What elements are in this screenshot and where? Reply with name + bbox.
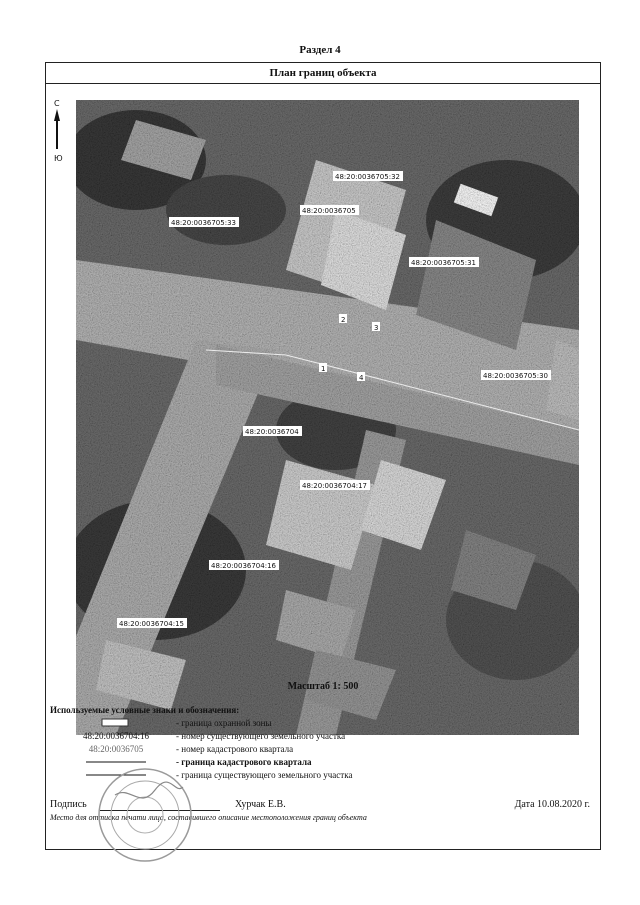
parcel-label: 48:20:0036705:33	[171, 219, 236, 227]
scale-label: Масштаб 1: 500	[287, 681, 359, 692]
north-arrow	[52, 99, 74, 209]
seal-stamp	[95, 765, 195, 865]
north-label: С	[54, 99, 60, 108]
stamp-place-note: Место для оттиска печати лица, составившего описание местоположения границ объекта	[50, 813, 367, 822]
quarter-number-symbol: 48:20:0036705	[88, 744, 144, 754]
signature-date: Дата 10.08.2020 г.	[514, 799, 590, 810]
orthophoto-map	[76, 100, 579, 735]
point-label: 3	[374, 324, 379, 332]
plan-title: План границ объекта	[46, 63, 600, 84]
legend-text: - номер кадастрового квартала	[176, 744, 294, 754]
point-label: 1	[321, 365, 326, 373]
legend-text: - граница кадастрового квартала	[176, 757, 312, 767]
south-label: Ю	[54, 154, 63, 163]
parcel-label: 48:20:0036705:32	[335, 173, 400, 181]
parcel-label: 48:20:0036704:17	[302, 482, 367, 490]
signer-name: Хурчак Е.В.	[235, 799, 286, 810]
parcel-label: 48:20:0036705:31	[411, 259, 476, 267]
legend-item	[46, 744, 602, 757]
point-label: 4	[359, 374, 364, 382]
section-title: Раздел 4	[299, 44, 341, 56]
legend-title: Используемые условные знаки и обозначения:	[50, 705, 240, 715]
protection-zone-symbol	[60, 718, 172, 730]
point-label: 2	[341, 316, 346, 324]
parcel-label: 48:20:0036704:15	[119, 620, 184, 628]
parcel-label: 48:20:0036705:30	[483, 372, 548, 380]
legend-item	[46, 731, 602, 744]
legend-item	[46, 718, 602, 731]
parcel-number-symbol: 48:20:0036704:16	[82, 731, 149, 741]
parcel-label: 48:20:0036704	[245, 428, 299, 436]
document-frame	[45, 62, 601, 850]
legend-text: - номер существующего земельного участка	[176, 731, 346, 741]
parcel-label: 48:20:0036704:16	[211, 562, 276, 570]
parcel-label: 48:20:0036705	[302, 207, 356, 215]
legend-text: - граница охранной зоны	[176, 718, 272, 728]
signature-label: Подпись	[50, 799, 87, 810]
legend-text: - граница существующего земельного участка	[176, 770, 353, 780]
